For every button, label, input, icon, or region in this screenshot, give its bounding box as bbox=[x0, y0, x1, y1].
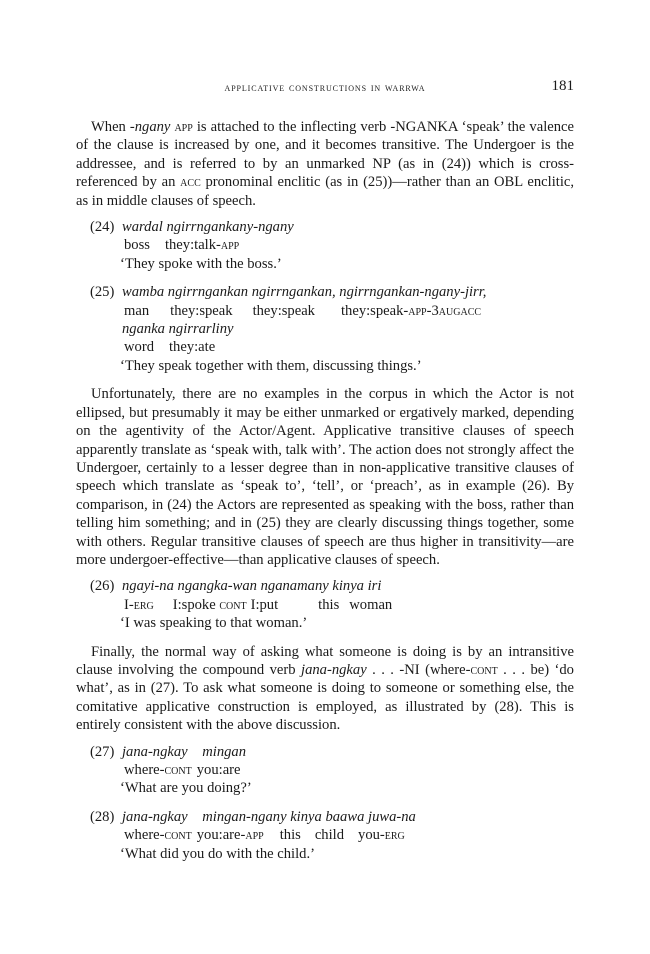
example-number: (27) bbox=[90, 743, 115, 760]
example-27 bbox=[76, 743, 574, 798]
gloss-acc: acc bbox=[180, 174, 201, 191]
text-run: . . . -NI (where- bbox=[366, 661, 471, 678]
gloss-line bbox=[76, 302, 574, 320]
gloss-line bbox=[76, 236, 574, 254]
gloss-word: child bbox=[314, 827, 345, 844]
paragraph-2: Unfortunately, there are no examples in the corpus in which the Actor is not ellipsed, but presumably it may be either unmarked or ergatively marked, depending on the agentivity of the Actor/Agent. Applicative transitive clauses of speech apparently translate as ‘speak with, talk with’. The action does not strongly affect the Undergoer, certainly to a lesser degree than in non-applicative transitive clauses of speech which translate as ‘speak to’, ‘tell’, or ‘preach’, as in example (26). By comparison, in (24) the Actors are represented as speaking with the boss, rather than telling him something; and in (25) they are clearly discussing things together, some with others. Regular transitive clauses of speech are thus higher in transitivity—are more undergoer-effective—than applicative clauses of speech. bbox=[76, 386, 574, 568]
paragraph-1 bbox=[76, 118, 574, 210]
example-number: (25) bbox=[90, 284, 115, 301]
example-number: (28) bbox=[90, 808, 115, 825]
example-source-line: jana-ngkay mingan bbox=[122, 743, 247, 760]
example-28 bbox=[76, 808, 574, 863]
gloss-word: you-erg bbox=[358, 827, 405, 844]
gloss-word: they:speak bbox=[252, 302, 315, 319]
example-24 bbox=[76, 218, 574, 273]
example-source-line: wamba ngirrngankan ngirrngankan, ngirrngankan-ngany-jirr, bbox=[122, 284, 487, 301]
example-25 bbox=[76, 283, 574, 375]
gloss-word: word bbox=[124, 339, 154, 356]
gloss-word: man bbox=[124, 302, 150, 319]
text-run: is attached to the inflecting verb -NGANKA ‘speak’ the valence of the clause is increased by one, and it becomes transitive. The Undergoer is the addressee, and is referred to by an unmarked NP (as in (24)) which is cross-referenced by an bbox=[76, 119, 574, 191]
gloss-word: I:spoke cont bbox=[172, 596, 247, 613]
free-translation: ‘They spoke with the boss.’ bbox=[120, 255, 282, 272]
gloss-word: they:speak-app-3augacc bbox=[340, 302, 482, 319]
free-translation: ‘What did you do with the child.’ bbox=[120, 845, 315, 862]
running-header bbox=[76, 80, 574, 102]
gloss-app: app bbox=[174, 119, 193, 135]
gloss-word: you:are-app bbox=[196, 827, 264, 844]
example-source-line: wardal ngirrngankany-ngany bbox=[122, 219, 294, 236]
text-run: . . . be) ‘do what’, as in (27). To ask what someone is doing to someone or something else, the comitative applicative construction is employed, as illustrated by (28). This is entirely consistent with the above discussion. bbox=[76, 661, 574, 734]
gloss-word: this bbox=[279, 827, 301, 844]
gloss-word: where-cont bbox=[124, 762, 192, 778]
term-ngany: ngany bbox=[134, 119, 171, 135]
example-source-line: ngayi-na ngangka-wan nganamany kinya iri bbox=[122, 578, 382, 595]
text-run: pronominal enclitic (as in (25))—rather than an OBL enclitic, as in middle clauses of speech. bbox=[76, 174, 574, 209]
free-translation: ‘I was speaking to that woman.’ bbox=[120, 615, 308, 632]
gloss-word: you:are bbox=[196, 762, 241, 778]
running-title: applicative constructions in warrwa bbox=[224, 80, 426, 94]
example-source-line: jana-ngkay mingan-ngany kinya baawa juwa-na bbox=[122, 808, 416, 825]
page-number: 181 bbox=[551, 78, 574, 94]
example-number: (26) bbox=[90, 578, 115, 595]
example-number: (24) bbox=[90, 219, 115, 236]
gloss-word: I-erg bbox=[124, 596, 154, 613]
body-text bbox=[76, 118, 574, 873]
gloss-word: where-cont bbox=[124, 827, 192, 844]
gloss-line bbox=[76, 826, 574, 844]
gloss-word: they:speak bbox=[170, 302, 233, 319]
free-translation: ‘They speak together with them, discussing things.’ bbox=[120, 357, 422, 374]
gloss-word: they:ate bbox=[169, 339, 216, 356]
text-run: When - bbox=[91, 119, 135, 135]
gloss-line-2 bbox=[76, 338, 574, 356]
gloss-word: they:talk-app bbox=[164, 237, 240, 254]
gloss-word: woman bbox=[349, 596, 393, 613]
gloss-word: this bbox=[318, 596, 340, 613]
gloss-word: I:put bbox=[250, 596, 279, 613]
free-translation: ‘What are you doing?’ bbox=[120, 780, 252, 797]
example-26 bbox=[76, 577, 574, 632]
gloss-line bbox=[76, 761, 574, 779]
example-source-line-2: nganka ngirrarliny bbox=[122, 321, 234, 338]
gloss-line bbox=[76, 596, 574, 614]
paragraph-3 bbox=[76, 643, 574, 735]
gloss-cont: cont bbox=[470, 661, 498, 678]
term-jana-ngkay: jana-ngkay bbox=[301, 661, 367, 678]
gloss-word: boss bbox=[124, 237, 150, 254]
text-run: Finally, the normal way of asking what someone is doing is by an intransitive clause involving the compound verb bbox=[76, 643, 574, 678]
